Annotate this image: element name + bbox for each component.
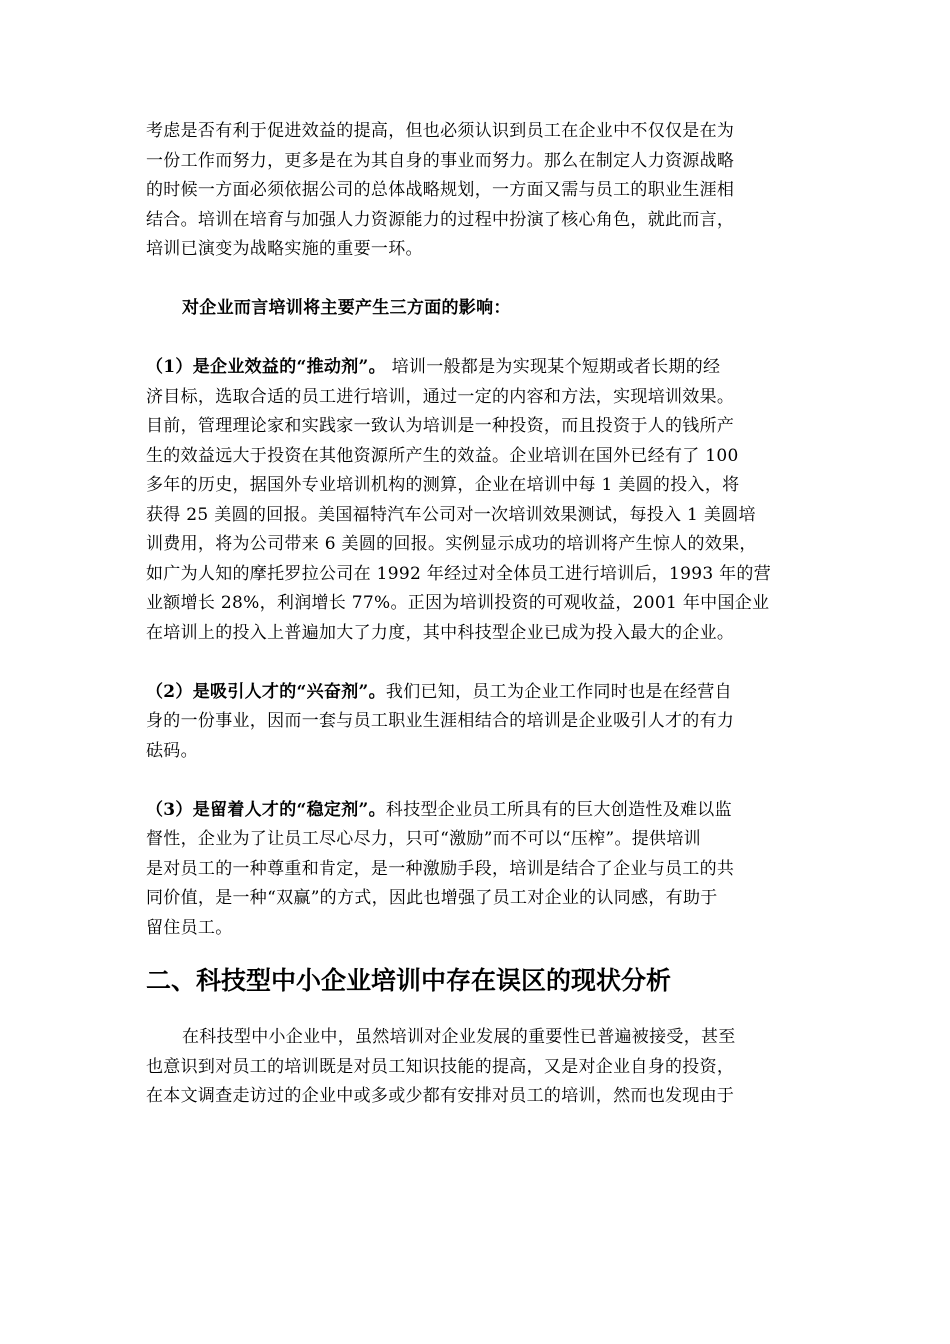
text-line: 如广为人知的摩托罗拉公司在 1992 年经过对全体员工进行培训后，1993 年的营 [146,563,772,584]
item-3-text: 科技型企业员工所具有的巨大创造性及难以监 [385,799,732,820]
paragraph-gap [146,648,806,678]
text-line [146,796,806,826]
paragraph-gap [146,265,806,295]
text-line: 身的一份事业，因而一套与员工职业生涯相结合的培训是企业吸引人才的有力 [146,711,735,731]
text-line [146,353,806,383]
text-line: 在科技型中小企业中，虽然培训对企业发展的重要性已普遍被接受，甚至 [182,1027,736,1047]
text-line: 砝码。 [146,740,198,761]
item-1-label: （1）是企业效益的“推动剂”。 [146,357,386,377]
section-heading: 二、科技型中小企业培训中存在误区的现状分析 [146,966,672,995]
item-2-text: 我们已知，员工为企业工作同时也是在经营自 [385,681,732,702]
text-line [146,678,806,708]
text-line: 培训已演变为战略实施的重要一环。 [146,239,423,259]
text-line: 训费用，将为公司带来 6 美圆的回报。实例显示成功的培训将产生惊人的效果， [146,534,757,554]
item-1-text: 培训一般都是为实现某个短期或者长期的经 [385,357,721,377]
text-line: 同价值，是一种“双赢”的方式，因此也增强了员工对企业的认同感，有助于 [146,888,718,908]
text-line: 结合。培训在培育与加强人力资源能力的过程中扮演了核心角色，就此而言， [146,209,735,230]
text-line: 业额增长 28%，利润增长 77%。正因为培训投资的可观收益，2001 年中国企业 [146,593,770,613]
text-line: 目前，管理理论家和实践家一致认为培训是一种投资，而且投资于人的钱所产 [146,416,735,436]
paragraph-section-2 [146,1023,806,1112]
text-line: 考虑是否有利于促进效益的提高，但也必须认识到员工在企业中不仅仅是在为 [146,121,735,141]
item-2-paragraph [146,678,806,767]
impact-intro: 对企业而言培训将主要产生三方面的影响： [182,298,511,318]
text-line: 的时候一方面必须依据公司的总体战略规划，一方面又需与员工的职业生涯相 [146,180,735,200]
item-2-label: （2）是吸引人才的“兴奋剂”。 [146,681,386,702]
text-line: 是对员工的一种尊重和肯定，是一种激励手段，培训是结合了企业与员工的共 [146,858,735,879]
text-line: 生的效益远大于投资在其他资源所产生的效益。企业培训在国外已经有了 100 [146,445,739,466]
text-line: 督性，企业为了让员工尽心尽力，只可“激励”而不可以“压榨”。提供培训 [146,829,701,849]
item-1-paragraph [146,353,806,648]
document-page [146,117,806,1112]
text-line: 多年的历史，据国外专业培训机构的测算，企业在培训中每 1 美圆的投入，将 [146,475,740,495]
text-line: 在培训上的投入上普遍加大了力度，其中科技型企业已成为投入最大的企业。 [146,622,735,643]
text-line: 留住员工。 [146,917,233,938]
text-line: 获得 25 美圆的回报。美国福特汽车公司对一次培训效果测试，每投入 1 美圆培 [146,504,756,525]
text-line: 也意识到对员工的培训既是对员工知识技能的提高，又是对企业自身的投资， [146,1056,735,1077]
paragraph-strategy [146,117,806,265]
item-3-paragraph [146,796,806,944]
paragraph-gap [146,766,806,796]
text-line: 一份工作而努力，更多是在为其自身的事业而努力。那么在制定人力资源战略 [146,150,735,171]
paragraph-gap [146,324,806,354]
item-3-label: （3）是留着人才的“稳定剂”。 [146,799,386,820]
text-line: 在本文调查走访过的企业中或多或少都有安排对员工的培训，然而也发现由于 [146,1086,735,1106]
text-line: 济目标，选取合适的员工进行培训，通过一定的内容和方法，实现培训效果。 [146,386,735,407]
